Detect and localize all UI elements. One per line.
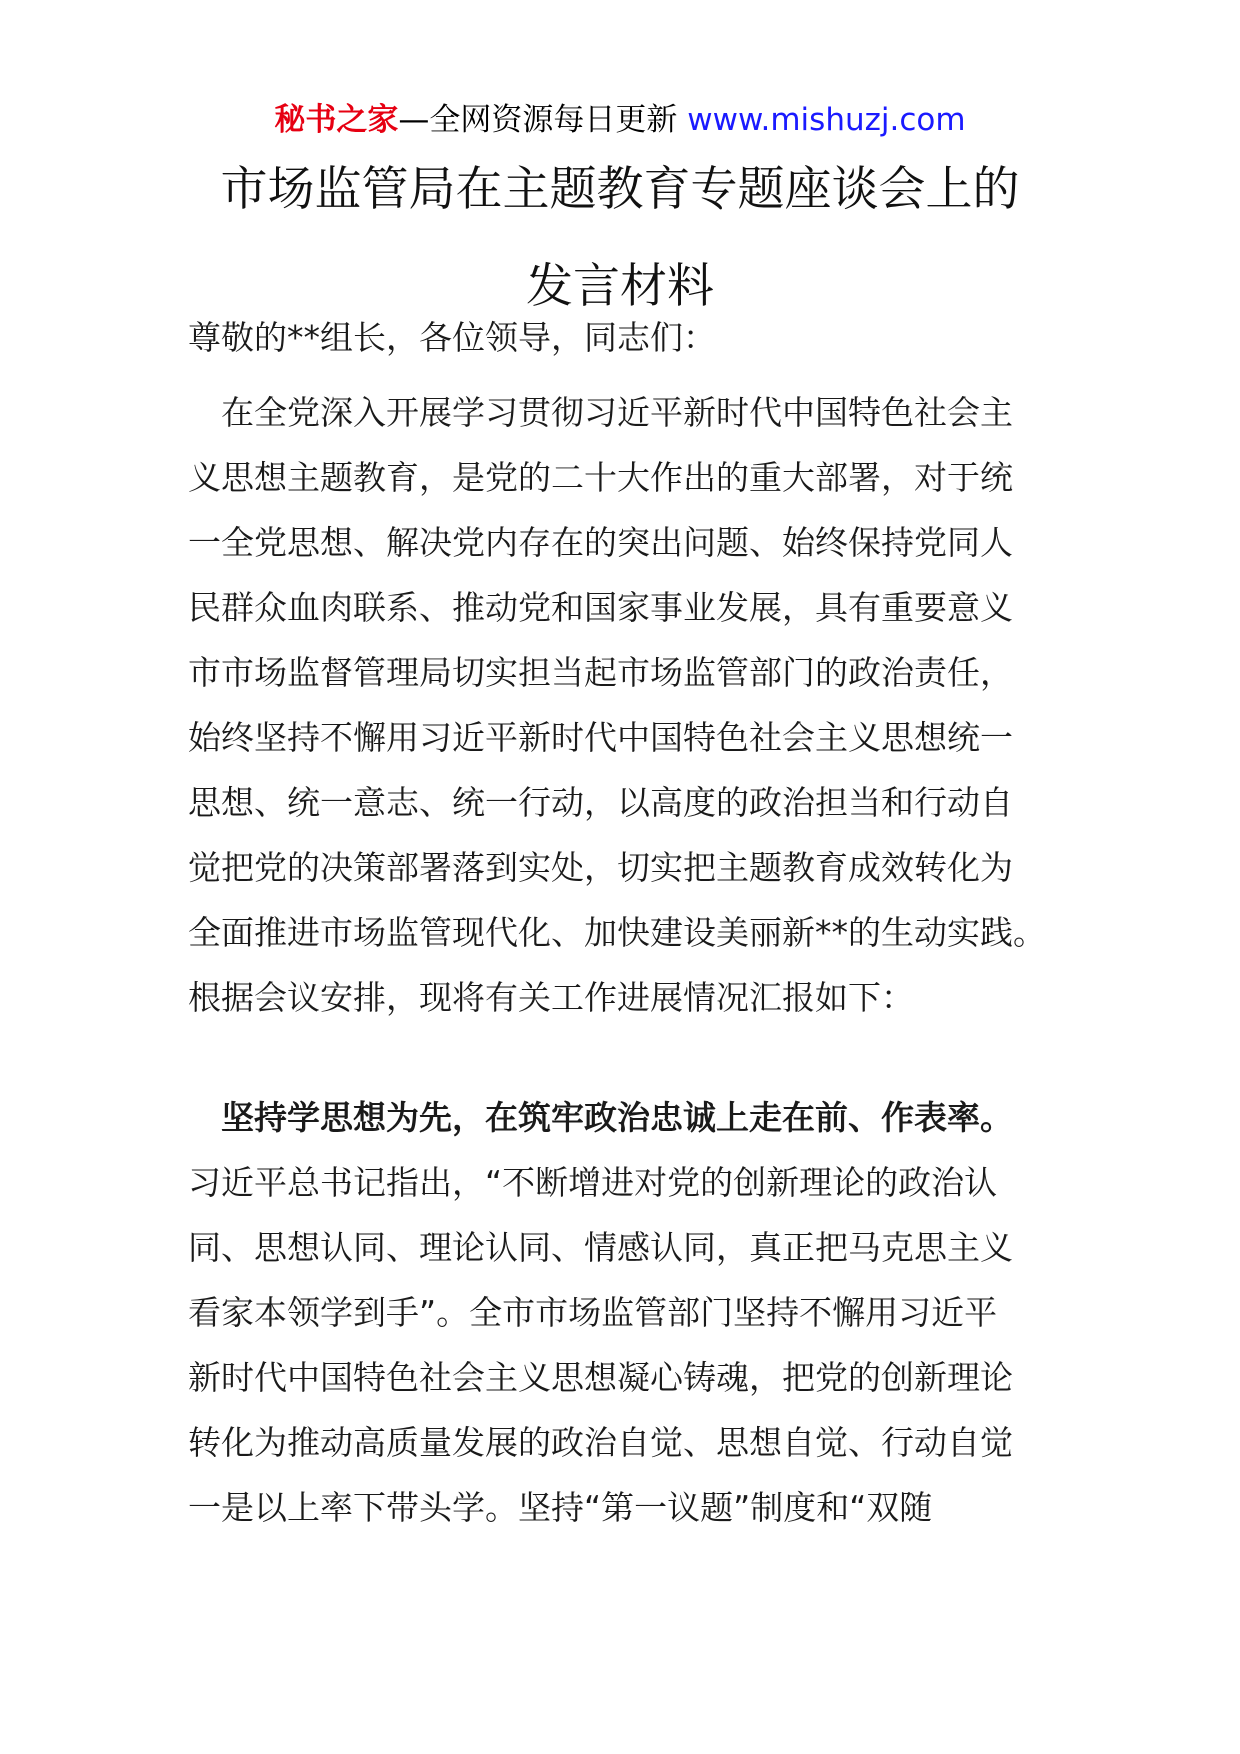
text-line: 民群众血肉联系、推动党和国家事业发展，具有重要意义 — [188, 588, 1013, 627]
text-line: 同、思想认同、理论认同、情感认同，真正把马克思主义 — [188, 1228, 1013, 1267]
text-line: 市市场监督管理局切实担当起市场监管部门的政治责任， — [188, 653, 1013, 692]
text-line: 全面推进市场监管现代化、加快建设美丽新**的生动实践。 — [188, 913, 1046, 952]
text-line: 根据会议安排，现将有关工作进展情况汇报如下： — [188, 978, 914, 1017]
paragraph-section-1 — [188, 1150, 1068, 1540]
text-line: 在全党深入开展学习贯彻习近平新时代中国特色社会主 — [188, 393, 1013, 432]
text-line: 一全党思想、解决党内存在的突出问题、始终保持党同人 — [188, 523, 1013, 562]
site-url-link[interactable]: www.mishuzj.com — [687, 102, 966, 138]
site-header — [0, 100, 1240, 140]
text-line: 思想、统一意志、统一行动，以高度的政治担当和行动自 — [188, 783, 1013, 822]
text-line: 转化为推动高质量发展的政治自觉、思想自觉、行动自觉 — [188, 1423, 1013, 1462]
paragraph-intro — [188, 380, 1068, 1030]
text-line: 习近平总书记指出，“不断增进对党的创新理论的政治认 — [188, 1163, 998, 1202]
text-line: 看家本领学到手”。全市市场监管部门坚持不懈用习近平 — [188, 1293, 998, 1332]
document-title-line-1: 市场监管局在主题教育专题座谈会上的 — [220, 162, 1020, 217]
header-tagline: —全网资源每日更新 — [398, 102, 688, 138]
section-heading-block — [188, 1085, 1068, 1150]
brand-name: 秘书之家 — [274, 102, 399, 138]
text-line: 义思想主题教育，是党的二十大作出的重大部署，对于统 — [188, 458, 1013, 497]
text-line: 新时代中国特色社会主义思想凝心铸魂，把党的创新理论 — [188, 1358, 1013, 1397]
document-title-line-2: 发言材料 — [526, 259, 714, 314]
text-line: 始终坚持不懈用习近平新时代中国特色社会主义思想统一 — [188, 718, 1013, 757]
text-line: 一是以上率下带头学。坚持“第一议题”制度和“双随 — [188, 1488, 933, 1527]
text-line: 觉把党的决策部署落到实处，切实把主题教育成效转化为 — [188, 848, 1013, 887]
section-heading: 坚持学思想为先，在筑牢政治忠诚上走在前、作表率。 — [188, 1098, 1013, 1137]
salutation-block — [188, 305, 1068, 370]
salutation: 尊敬的**组长，各位领导，同志们： — [188, 318, 716, 357]
